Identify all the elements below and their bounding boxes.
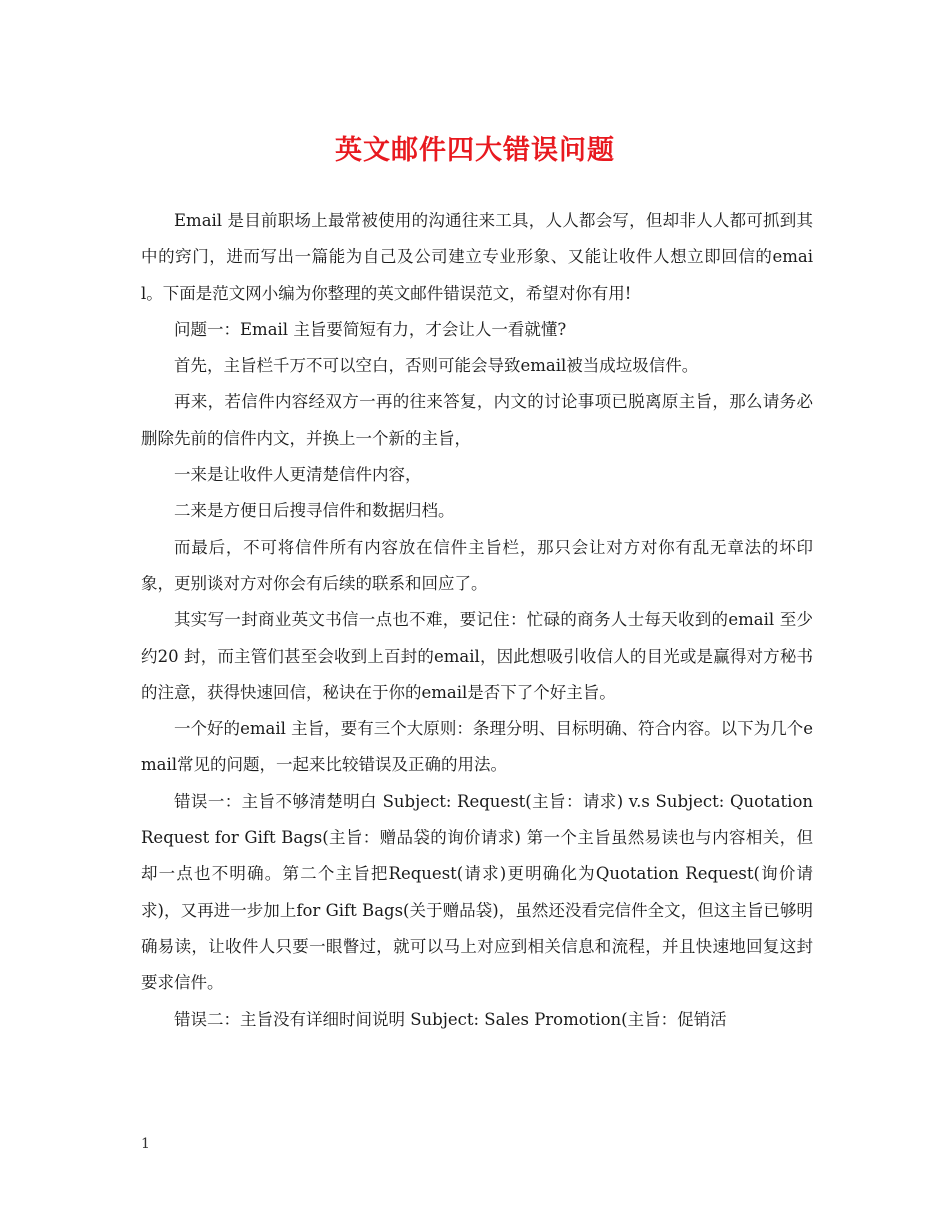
paragraph-first-point: 首先，主旨栏千万不可以空白，否则可能会导致email被当成垃圾信件。 [174,356,699,376]
paragraph-last-point: 而最后，不可将信件所有内容放在信件主旨栏，那只会让对方对你有乱无章法的坏印象，更别谈对方对你会有后续的联系和回应了。 [141,537,813,593]
paragraph-intro: Email 是目前职场上最常被使用的沟通往来工具，人人都会写，但却非人人都可抓到其中的窍门，进而写出一篇能为自己及公司建立专业形象、又能让收件人想立即回信的email。下面是范文网小编为你整理的英文邮件错误范文，希望对你有用! [141,211,813,303]
paragraph-second-point: 再来，若信件内容经双方一再的往来答复，内文的讨论事项已脱离原主旨，那么请务必删除先前的信件内文，并换上一个新的主旨， [141,392,813,448]
page-number: 1 [141,1136,150,1152]
document-body [141,203,813,1038]
paragraph-question-one: 问题一：Email 主旨要简短有力，才会让人一看就懂? [174,319,567,339]
paragraph-business-letter: 其实写一封商业英文书信一点也不难，要记住：忙碌的商务人士每天收到的email 至少约20 封，而主管们甚至会收到上百封的email，因此想吸引收信人的目光或是赢得对方秘书的注意，获得快速回信，秘诀在于你的email是否下了个好主旨。 [141,610,813,702]
paragraph-three-principles: 一个好的email 主旨，要有三个大原则：条理分明、目标明确、符合内容。以下为几个email常见的问题，一起来比较错误及正确的用法。 [141,719,813,775]
document-title: 英文邮件四大错误问题 [335,135,615,166]
paragraph-reason-two: 二来是方便日后搜寻信件和数据归档。 [174,501,455,521]
paragraph-error-two: 错误二：主旨没有详细时间说明 Subject: Sales Promotion(主旨：促销活 [174,1009,727,1029]
paragraph-reason-one: 一来是让收件人更清楚信件内容， [174,465,422,485]
paragraph-error-one: 错误一：主旨不够清楚明白 Subject: Request(主旨：请求) v.s Subject: Quotation Request for Gift Bags(主旨：赠品袋的询价请求) 第一个主旨虽然易读也与内容相关，但却一点也不明确。第二个主旨把Request(请求)更明确化为Quotation Request(询价请求)，又再进一步加上for Gift Bags(关于赠品袋)，虽然还没看完信件全文，但这主旨已够明确易读，让收件人只要一眼瞥过，就可以马上对应到相关信息和流程，并且快速地回复这封要求信件。 [141,791,813,993]
